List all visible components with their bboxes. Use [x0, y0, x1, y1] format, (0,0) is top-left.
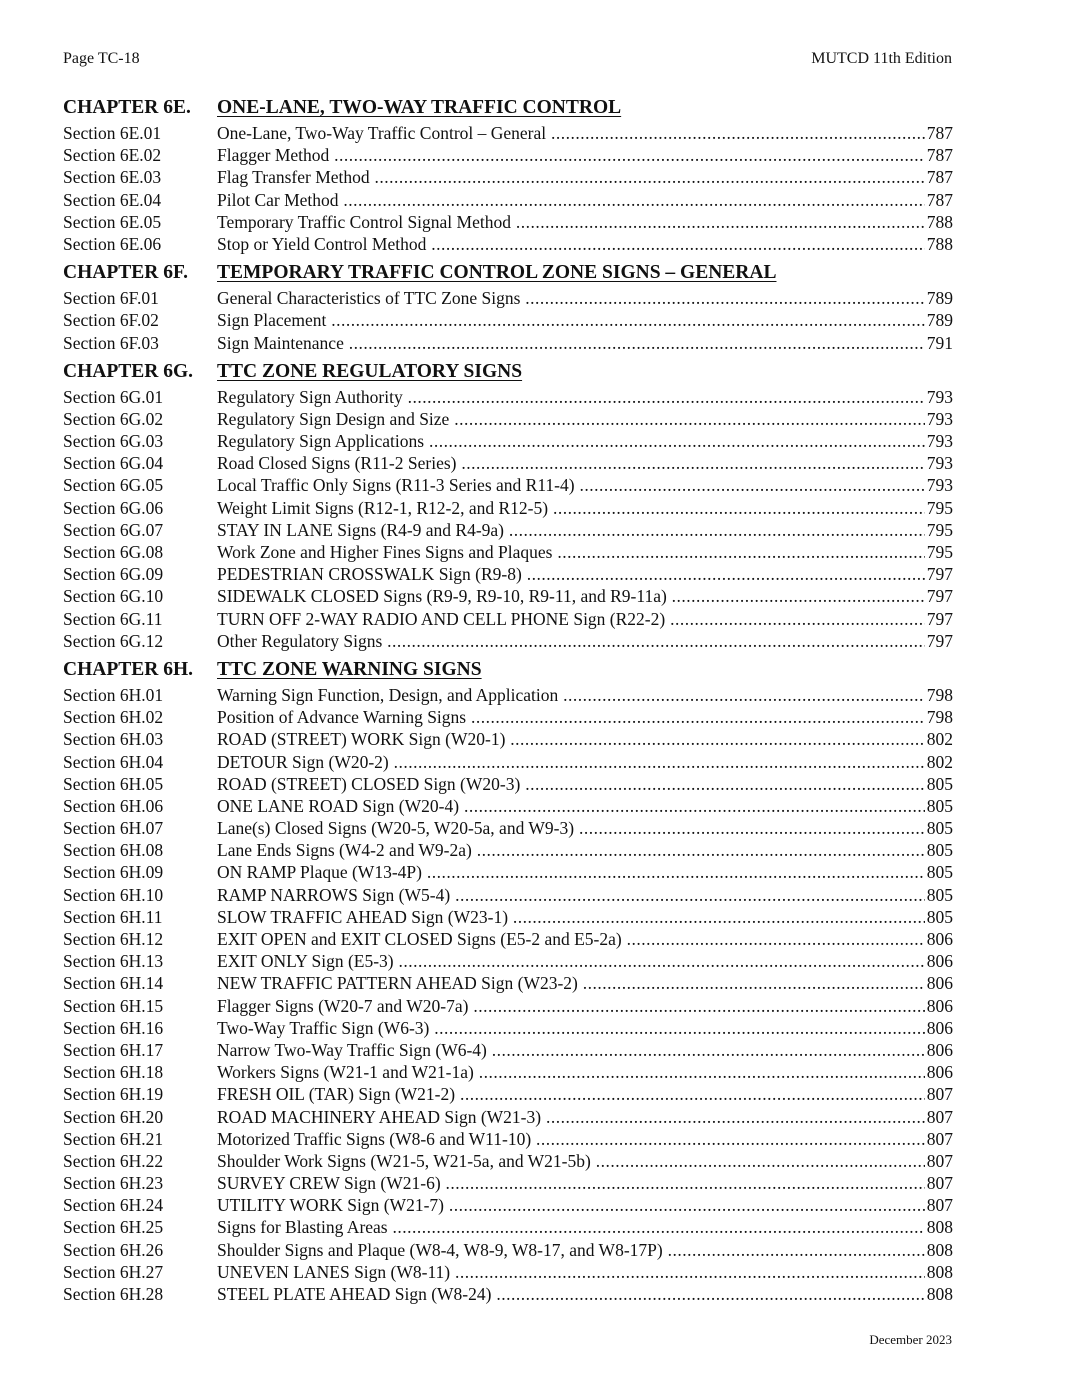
section-number: Section 6H.11 — [63, 906, 163, 927]
section-number: Section 6H.17 — [63, 1039, 164, 1060]
section-number: Section 6G.01 — [63, 386, 164, 407]
toc-entry[interactable] — [63, 452, 953, 474]
section-number: Section 6H.15 — [63, 995, 164, 1016]
footer-date: December 2023 — [869, 1332, 952, 1347]
section-title: Flag Transfer Method ..... — [217, 166, 925, 188]
section-title: TURN OFF 2-WAY RADIO AND CELL PHONE Sign (R22-2) ..... — [217, 608, 925, 630]
page-ref: 808 — [926, 1217, 953, 1238]
page-ref: 806 — [926, 973, 953, 994]
page-ref: 805 — [926, 818, 953, 839]
section-number: Section 6G.02 — [63, 408, 164, 429]
chapter-number: CHAPTER 6G. — [63, 360, 194, 382]
section-number: Section 6E.06 — [63, 233, 162, 254]
chapter-number: CHAPTER 6E. — [63, 97, 191, 118]
section-title: STAY IN LANE Signs (R4-9 and R4-9a) ..... — [217, 519, 925, 541]
section-number: Section 6H.19 — [63, 1084, 164, 1105]
table-of-contents — [63, 90, 953, 1305]
toc-entry[interactable] — [63, 751, 953, 773]
section-number: Section 6H.01 — [63, 684, 164, 705]
toc-entry[interactable] — [63, 1150, 953, 1172]
section-number: Section 6H.22 — [63, 1150, 164, 1171]
edition-label: MUTCD 11th Edition — [811, 50, 952, 67]
section-title: SURVEY CREW Sign (W21-6) ..... — [217, 1172, 925, 1194]
toc-entry[interactable] — [63, 1061, 953, 1083]
page-ref: 807 — [926, 1150, 953, 1171]
section-title: Pilot Car Method ..... — [217, 189, 925, 211]
toc-entry[interactable] — [63, 684, 953, 706]
section-title: PEDESTRIAN CROSSWALK Sign (R9-8) ..... — [217, 563, 925, 585]
section-title: STEEL PLATE AHEAD Sign (W8-24) ..... — [217, 1283, 925, 1305]
section-title: Regulatory Sign Applications ..... — [217, 430, 925, 452]
section-number: Section 6G.11 — [63, 608, 163, 629]
toc-entry[interactable] — [63, 1106, 953, 1128]
page-ref: 791 — [926, 332, 953, 353]
section-number: Section 6G.12 — [63, 630, 164, 651]
chapter-heading[interactable] — [63, 94, 953, 122]
section-title: Lane Ends Signs (W4-2 and W9-2a) ..... — [217, 839, 925, 861]
section-title: ROAD (STREET) CLOSED Sign (W20-3) ..... — [217, 773, 925, 795]
section-title: Shoulder Work Signs (W21-5, W21-5a, and W21-5b) ..... — [217, 1150, 925, 1172]
page-ref: 808 — [926, 1261, 953, 1282]
section-title: NEW TRAFFIC PATTERN AHEAD Sign (W23-2) ..... — [217, 972, 925, 994]
page-ref: 806 — [926, 951, 953, 972]
section-title: DETOUR Sign (W20-2) ..... — [217, 751, 925, 773]
section-title: UNEVEN LANES Sign (W8-11) ..... — [217, 1261, 925, 1283]
section-number: Section 6H.26 — [63, 1239, 164, 1260]
section-title: Warning Sign Function, Design, and Application ..... — [217, 684, 925, 706]
section-number: Section 6F.02 — [63, 310, 159, 331]
toc-entry[interactable] — [63, 995, 953, 1017]
chapter-heading[interactable] — [63, 358, 953, 386]
toc-entry[interactable] — [63, 728, 953, 750]
page-ref: 802 — [926, 729, 953, 750]
chapter-number: CHAPTER 6H. — [63, 658, 194, 680]
chapter-section — [63, 259, 953, 354]
section-number: Section 6F.01 — [63, 288, 159, 309]
toc-entry[interactable] — [63, 519, 953, 541]
toc-entry[interactable] — [63, 1172, 953, 1194]
section-title: Temporary Traffic Control Signal Method ..... — [217, 211, 925, 233]
section-number: Section 6H.21 — [63, 1128, 164, 1149]
section-number: Section 6E.03 — [63, 167, 162, 188]
toc-entry[interactable] — [63, 1083, 953, 1105]
chapter-title: TEMPORARY TRAFFIC CONTROL ZONE SIGNS – GENERAL — [217, 262, 777, 284]
page-ref: 807 — [926, 1084, 953, 1105]
toc-entry[interactable] — [63, 972, 953, 994]
page-ref: 795 — [926, 542, 953, 562]
section-number: Section 6H.20 — [63, 1106, 164, 1127]
toc-entry[interactable] — [63, 166, 953, 188]
toc-entry[interactable] — [63, 189, 953, 211]
page-ref: 805 — [926, 862, 953, 883]
toc-entry[interactable] — [63, 1283, 953, 1305]
page-ref: 806 — [926, 995, 953, 1016]
section-number: Section 6H.07 — [63, 818, 164, 839]
toc-entry[interactable] — [63, 928, 953, 950]
toc-entry[interactable] — [63, 386, 953, 408]
section-number: Section 6G.06 — [63, 497, 164, 518]
page-ref: 788 — [926, 211, 953, 232]
section-number: Section 6E.04 — [63, 189, 162, 210]
section-number: Section 6H.18 — [63, 1062, 164, 1083]
page-ref: 793 — [926, 408, 953, 429]
page-number: Page TC-18 — [63, 50, 140, 67]
toc-entry[interactable] — [63, 1194, 953, 1216]
section-number: Section 6H.12 — [63, 929, 164, 949]
page-ref: 806 — [926, 1039, 953, 1060]
section-number: Section 6H.02 — [63, 707, 164, 728]
section-number: Section 6G.08 — [63, 542, 164, 562]
toc-entry[interactable] — [63, 839, 953, 861]
section-number: Section 6G.03 — [63, 431, 164, 452]
chapter-title: TTC ZONE WARNING SIGNS — [217, 658, 482, 680]
page-ref: 793 — [926, 453, 953, 474]
page-ref: 802 — [926, 751, 953, 772]
chapter-number: CHAPTER 6F. — [63, 262, 188, 284]
section-title: UTILITY WORK Sign (W21-7) ..... — [217, 1194, 925, 1216]
section-number: Section 6G.09 — [63, 564, 164, 585]
toc-entry[interactable] — [63, 795, 953, 817]
section-title: Other Regulatory Signs ..... — [217, 630, 925, 652]
section-title: ROAD (STREET) WORK Sign (W20-1) ..... — [217, 728, 925, 750]
toc-entry[interactable] — [63, 950, 953, 972]
section-title: Two-Way Traffic Sign (W6-3) ..... — [217, 1017, 925, 1039]
section-number: Section 6E.02 — [63, 145, 162, 166]
toc-entry[interactable] — [63, 309, 953, 331]
page-ref: 795 — [926, 497, 953, 518]
toc-entry[interactable] — [63, 332, 953, 354]
toc-entry[interactable] — [63, 211, 953, 233]
section-title: SLOW TRAFFIC AHEAD Sign (W23-1) ..... — [217, 906, 925, 928]
page-ref: 808 — [926, 1239, 953, 1260]
chapter-title: ONE-LANE, TWO-WAY TRAFFIC CONTROL — [217, 97, 622, 118]
page-ref: 805 — [926, 884, 953, 905]
section-title: Road Closed Signs (R11-2 Series) ..... — [217, 452, 925, 474]
page-ref: 805 — [926, 773, 953, 794]
page-ref: 797 — [926, 630, 953, 651]
page-ref: 787 — [926, 167, 953, 188]
section-title: ON RAMP Plaque (W13-4P) ..... — [217, 861, 925, 883]
section-title: Stop or Yield Control Method ..... — [217, 233, 925, 255]
section-title: Shoulder Signs and Plaque (W8-4, W8-9, W8-17, and W8-17P) ..... — [217, 1239, 925, 1261]
section-number: Section 6H.08 — [63, 840, 164, 861]
section-title: Motorized Traffic Signs (W8-6 and W11-10) ..... — [217, 1128, 925, 1150]
section-number: Section 6H.23 — [63, 1173, 164, 1194]
section-title: Lane(s) Closed Signs (W20-5, W20-5a, and W9-3) ..... — [217, 817, 925, 839]
section-title: Regulatory Sign Authority ..... — [217, 386, 925, 408]
section-number: Section 6H.16 — [63, 1017, 164, 1038]
section-title: SIDEWALK CLOSED Signs (R9-9, R9-10, R9-11, and R9-11a) ..... — [217, 585, 925, 607]
section-number: Section 6H.24 — [63, 1195, 164, 1216]
toc-entry[interactable] — [63, 630, 953, 652]
section-title: Weight Limit Signs (R12-1, R12-2, and R12-5) ..... — [217, 497, 925, 519]
toc-entry[interactable] — [63, 541, 953, 563]
toc-entry[interactable] — [63, 608, 953, 630]
toc-entry[interactable] — [63, 861, 953, 883]
page-ref: 797 — [926, 586, 953, 607]
section-title: Sign Maintenance ..... — [217, 332, 925, 354]
section-number: Section 6H.25 — [63, 1217, 164, 1238]
section-number: Section 6H.04 — [63, 751, 164, 772]
chapter-section — [63, 656, 953, 1305]
section-title: RAMP NARROWS Sign (W5-4) ..... — [217, 884, 925, 906]
section-title: One-Lane, Two-Way Traffic Control – General ..... — [217, 122, 925, 144]
page-ref: 808 — [926, 1284, 953, 1304]
toc-entry[interactable] — [63, 906, 953, 928]
section-number: Section 6H.14 — [63, 973, 164, 994]
chapter-title: TTC ZONE REGULATORY SIGNS — [217, 360, 523, 382]
chapter-heading[interactable] — [63, 656, 953, 684]
chapter-section — [63, 94, 953, 255]
section-number: Section 6H.09 — [63, 862, 164, 883]
section-number: Section 6H.13 — [63, 951, 164, 972]
toc-entry[interactable] — [63, 1017, 953, 1039]
section-number: Section 6E.05 — [63, 211, 162, 232]
toc-entry[interactable] — [63, 1239, 953, 1261]
section-number: Section 6E.01 — [63, 123, 162, 143]
page-ref: 806 — [926, 1017, 953, 1038]
chapter-heading[interactable] — [63, 259, 953, 287]
section-number: Section 6G.10 — [63, 586, 164, 607]
section-title: Flagger Signs (W20-7 and W20-7a) ..... — [217, 995, 925, 1017]
page-ref: 807 — [926, 1106, 953, 1127]
toc-entry[interactable] — [63, 706, 953, 728]
toc-entry[interactable] — [63, 817, 953, 839]
chapter-section — [63, 358, 953, 652]
toc-entry[interactable] — [63, 474, 953, 496]
toc-entry[interactable] — [63, 884, 953, 906]
page-ref: 787 — [926, 123, 953, 143]
page-ref: 806 — [926, 929, 953, 949]
page-ref: 789 — [926, 310, 953, 331]
section-title: EXIT OPEN and EXIT CLOSED Signs (E5-2 and E5-2a) ..... — [217, 928, 925, 950]
page-ref: 793 — [926, 431, 953, 452]
section-title: Regulatory Sign Design and Size ..... — [217, 408, 925, 430]
toc-entry[interactable] — [63, 497, 953, 519]
section-title: EXIT ONLY Sign (E5-3) ..... — [217, 950, 925, 972]
toc-entry[interactable] — [63, 408, 953, 430]
toc-entry[interactable] — [63, 1261, 953, 1283]
page-ref: 807 — [926, 1195, 953, 1216]
page-ref: 797 — [926, 564, 953, 585]
page-ref: 787 — [926, 189, 953, 210]
page-header — [63, 50, 952, 72]
toc-entry[interactable] — [63, 1216, 953, 1238]
section-title: ONE LANE ROAD Sign (W20-4) ..... — [217, 795, 925, 817]
section-number: Section 6G.04 — [63, 453, 164, 474]
page-ref: 805 — [926, 795, 953, 816]
toc-entry[interactable] — [63, 233, 953, 255]
section-number: Section 6H.06 — [63, 795, 164, 816]
section-number: Section 6F.03 — [63, 332, 159, 353]
section-title: General Characteristics of TTC Zone Signs ..... — [217, 287, 925, 309]
section-title: Narrow Two-Way Traffic Sign (W6-4) ..... — [217, 1039, 925, 1061]
page-ref: 806 — [926, 1062, 953, 1083]
page-ref: 788 — [926, 233, 953, 254]
section-title: Sign Placement ..... — [217, 309, 925, 331]
page-ref: 805 — [926, 906, 953, 927]
section-title: FRESH OIL (TAR) Sign (W21-2) ..... — [217, 1083, 925, 1105]
toc-entry[interactable] — [63, 563, 953, 585]
page-ref: 807 — [926, 1128, 953, 1149]
page-ref: 793 — [926, 386, 953, 407]
page-ref: 798 — [926, 684, 953, 705]
section-number: Section 6H.05 — [63, 773, 164, 794]
page-ref: 793 — [926, 475, 953, 496]
section-number: Section 6H.03 — [63, 729, 164, 750]
section-title: Work Zone and Higher Fines Signs and Plaques ..... — [217, 541, 925, 563]
page-ref: 807 — [926, 1173, 953, 1194]
section-number: Section 6H.27 — [63, 1261, 164, 1282]
toc-entry[interactable] — [63, 1128, 953, 1150]
toc-entry[interactable] — [63, 1039, 953, 1061]
section-number: Section 6H.10 — [63, 884, 164, 905]
page-ref: 787 — [926, 145, 953, 166]
section-title: Position of Advance Warning Signs ..... — [217, 706, 925, 728]
page-ref: 798 — [926, 707, 953, 728]
section-number: Section 6G.07 — [63, 519, 164, 540]
toc-entry[interactable] — [63, 287, 953, 309]
section-number: Section 6G.05 — [63, 475, 164, 496]
page-ref: 805 — [926, 840, 953, 861]
section-title: Workers Signs (W21-1 and W21-1a) ..... — [217, 1061, 925, 1083]
section-title: Local Traffic Only Signs (R11-3 Series and R11-4) ..... — [217, 474, 925, 496]
toc-entry[interactable] — [63, 122, 953, 144]
section-number: Section 6H.28 — [63, 1284, 164, 1304]
page-ref: 789 — [926, 288, 953, 309]
section-title: Signs for Blasting Areas ..... — [217, 1216, 925, 1238]
toc-entry[interactable] — [63, 585, 953, 607]
section-title: Flagger Method ..... — [217, 144, 925, 166]
toc-entry[interactable] — [63, 144, 953, 166]
section-title: ROAD MACHINERY AHEAD Sign (W21-3) ..... — [217, 1106, 925, 1128]
toc-entry[interactable] — [63, 773, 953, 795]
page-ref: 797 — [926, 608, 953, 629]
toc-entry[interactable] — [63, 430, 953, 452]
page-ref: 795 — [926, 519, 953, 540]
